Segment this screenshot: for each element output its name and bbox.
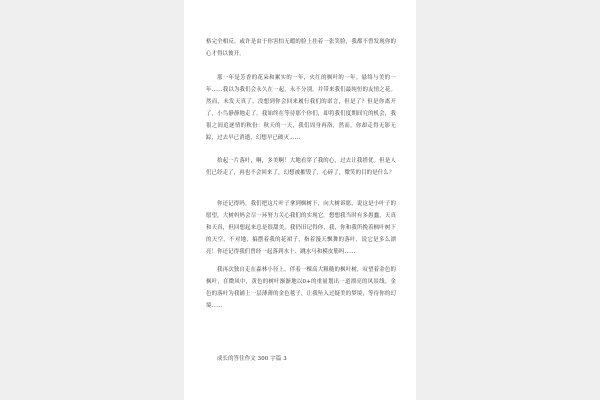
paragraph-3: 拾起一片落叶，啊，多美啊！大地看穿了我的心，过去让我措优。但是人们已经走了，再也不会回来了，幻想被摧毁了，心碎了，微笑的目的是什么？ (206, 158, 396, 176)
document-page (184, 0, 416, 400)
paragraph-4: 你还记得吗，我们把这片叶子拿到枫树下，向大树诉愿，说这是小叶子的愿望，大树妈妈会尽一环努力关心我们的实现它。想想我当时有多愚蠢，天真和天真，但回想起来总是很甜美，我仍旧记得你，我，你和我所挽着枫叶树下的天空，不对地，搞摆着我的花裙子，指着漫天飘舞的落叶，说它是多么漂亮！你还记得我们曾经一起落到水十、跳水马和模皮筋吗…… (206, 201, 396, 255)
paragraph-1: 格完全相反。或许是由于你害怕无暇的脸上挂着一张笑脸，我都不曾发现你的心才得以彼开。 (206, 39, 396, 57)
paragraph-5: 我再次独自走在森林小径上，伴着一棵高大粗糙的枫叶树，叹望着金色的枫叶，在微风中，黄色的树叶渐渐地以0+的重量划出一道漂亮的风景线。金色的落叶为我铺上一层薄薄的金色毯子，让我坠入过疑美的梦境，等待你的幻境…… (206, 267, 396, 309)
paragraph-2: 那一年是芳香的花朵和累实的一年，火红的枫叶的一年。悬络与美的一年……我以为我们会永久在一起，永不分别，并带来我们最纯恒的友情之花。然而，未发天真了，没想到你会回来履行我们的诺言，但是了？但是你离开了，小鸟静静地走了。我始终在等待那个你们，却将我们度期间究的机会，我很之间追逐情的秋份：秋天的一天，我们周身再洛，然而，你却走得无影无踪，过去早已消逝，幻想早已破灭…… (206, 75, 396, 141)
section-title: 成长的答往作文 300 字篇 3 (217, 356, 287, 362)
